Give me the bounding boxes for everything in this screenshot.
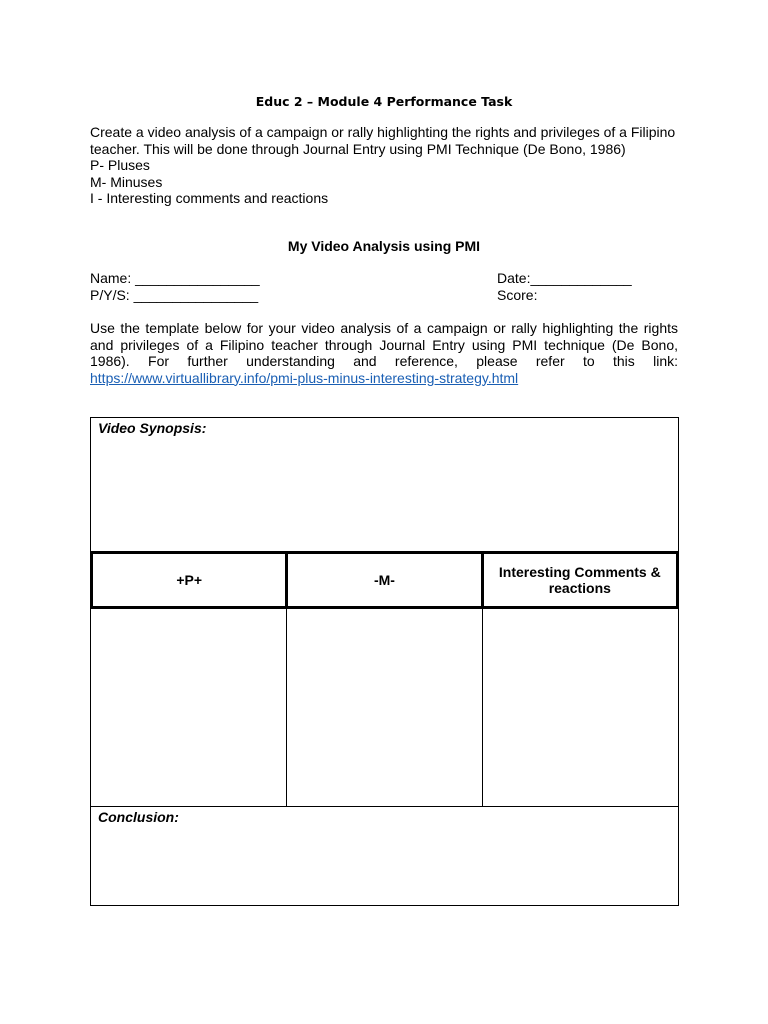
instructions-paragraph — [90, 320, 678, 386]
name-field[interactable]: Name: ________________ — [90, 270, 260, 286]
video-synopsis-label: Video Synopsis: — [98, 420, 207, 436]
interesting-column-header: Interesting Comments & reactions — [481, 554, 676, 606]
pmi-header-row — [90, 551, 679, 609]
date-field[interactable]: Date:_____________ — [497, 270, 632, 286]
plus-entry-cell[interactable] — [91, 609, 286, 807]
minus-entry-cell[interactable] — [286, 609, 482, 807]
pys-field[interactable]: P/Y/S: ________________ — [90, 286, 259, 303]
score-field[interactable]: Score: — [497, 286, 538, 303]
conclusion-box[interactable] — [90, 806, 679, 906]
pmi-entry-row — [90, 609, 679, 807]
minuses-definition: M- Minuses — [90, 173, 163, 190]
page-title: Educ 2 – Module 4 Performance Task — [255, 94, 513, 109]
task-description — [90, 124, 690, 207]
interesting-definition: I - Interesting comments and reactions — [90, 190, 329, 206]
reference-link[interactable]: https://www.virtuallibrary.info/pmi-plus-minus-interesting-strategy.html — [90, 369, 519, 386]
video-synopsis-box[interactable] — [90, 417, 679, 552]
plus-column-header: +P+ — [176, 571, 203, 588]
task-description-text: Create a video analysis of a campaign or rally highlighting the rights and privileges of a Filipino teacher. This will be done through Journal Entry using PMI Technique (De Bono, 1986) — [90, 124, 676, 157]
conclusion-label: Conclusion: — [98, 809, 179, 825]
minus-column-header: -M- — [285, 554, 480, 606]
pluses-definition: P- Pluses — [90, 157, 150, 173]
analysis-title: My Video Analysis using PMI — [287, 238, 481, 254]
interesting-entry-cell[interactable] — [482, 609, 678, 807]
instructions-text: Use the template below for your video analysis of a campaign or rally highlighting the rights and privileges of a Filipino teacher through Journal Entry using PMI technique (De Bono, 1986). For further understanding and reference, please refer to this link: — [90, 320, 678, 369]
